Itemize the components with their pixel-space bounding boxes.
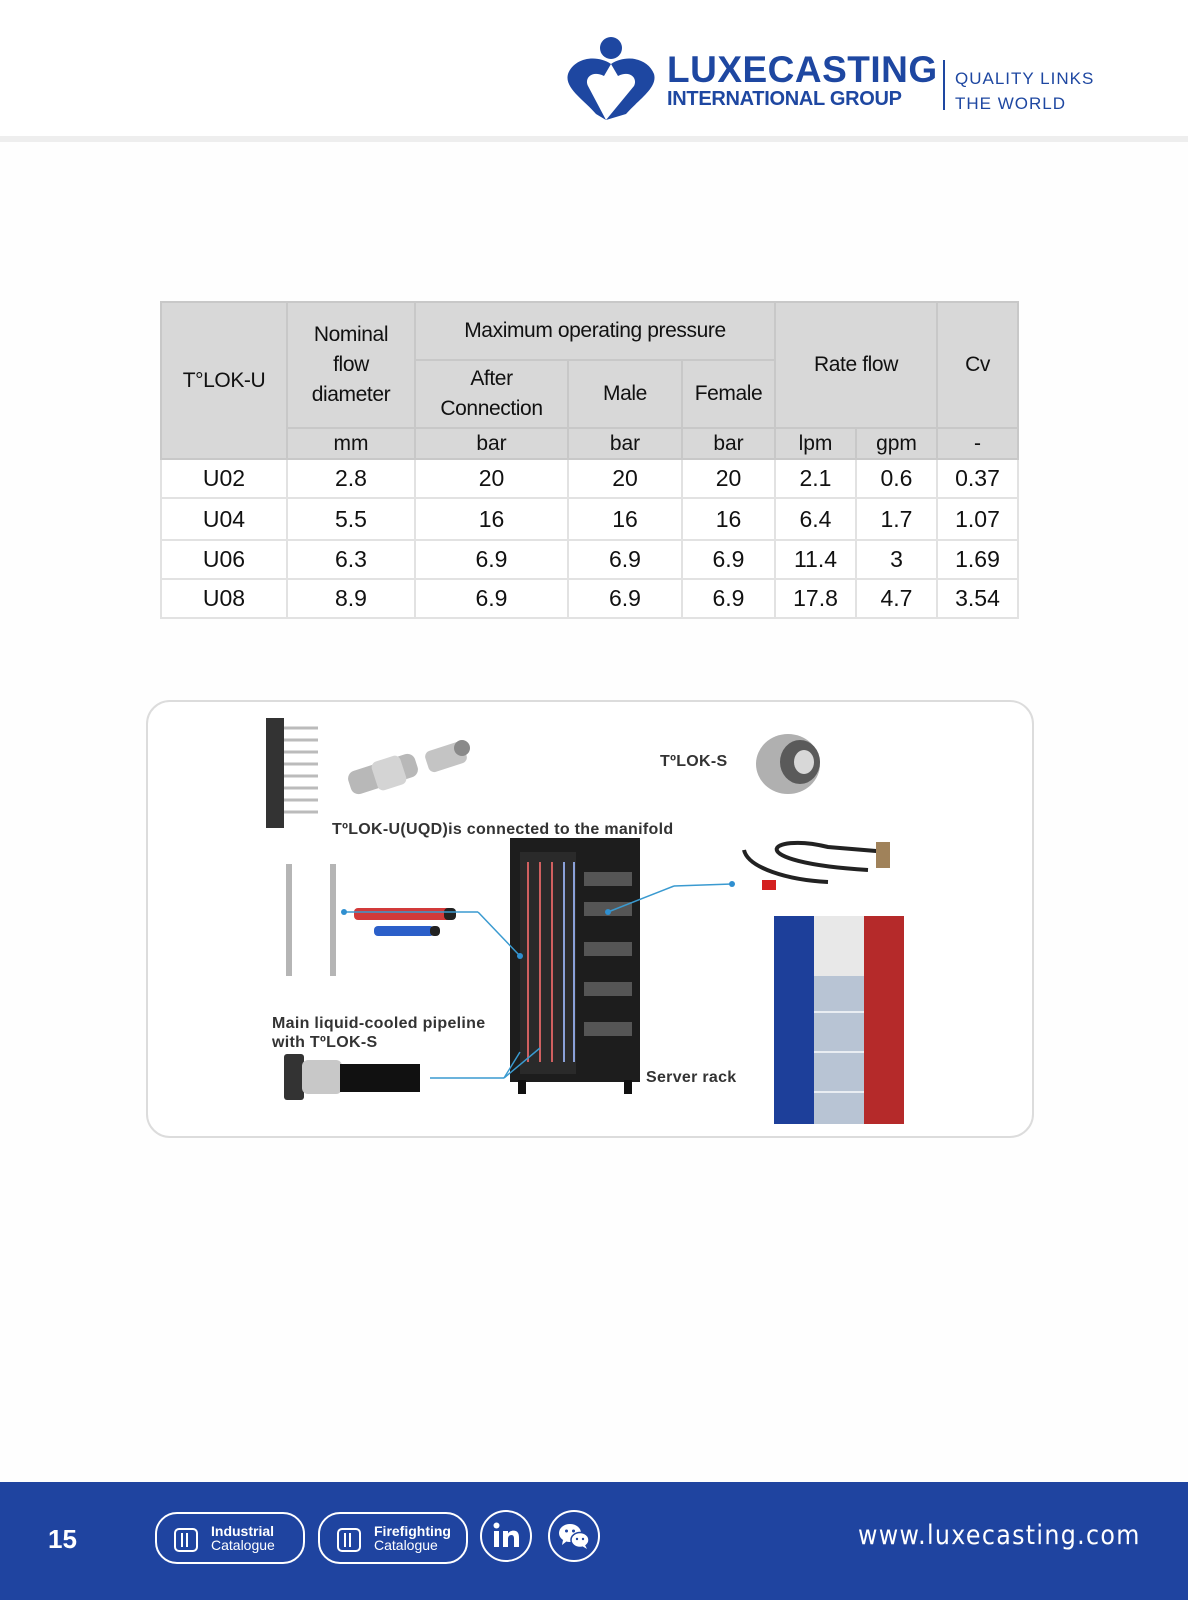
unit-cell: bar [682,428,775,459]
table-cell: 6.9 [415,579,568,618]
units-row [161,428,1018,459]
page-header [0,0,1188,142]
header-max-operating-pressure: Maximum operating pressure [415,302,775,360]
table-cell: U06 [161,540,287,579]
header-nominal-flow-diameter [287,302,415,428]
linkedin-icon [482,1512,530,1560]
tlok-s-coupling-image [756,734,820,794]
manifold-bars-image [286,864,336,976]
table-cell: U08 [161,579,287,618]
firefighting-catalogue-button[interactable] [318,1512,468,1564]
header-nominal-line3: diameter [311,383,391,406]
brand-tagline [955,66,1094,116]
table-cell: 3 [856,540,937,579]
spec-table [160,301,1019,619]
unit-cell: lpm [775,428,856,459]
header-rate-flow: Rate flow [775,302,937,428]
header-cv: Cv [937,302,1018,428]
connector-dot [341,909,347,915]
label-server-rack: Server rack [646,1069,737,1086]
table-cell: 4.7 [856,579,937,618]
table-cell: U02 [161,459,287,498]
table-cell: 3.54 [937,579,1018,618]
industrial-label-line1: Industrial [211,1523,275,1539]
table-cell: 6.9 [568,579,682,618]
label-pipeline-line2: with TºLOK-S [272,1034,378,1051]
label-tlok-s: TºLOK-S [660,753,728,770]
table-cell: 11.4 [775,540,856,579]
header-after-line2: Connection [440,397,543,420]
firefighting-label-line1: Firefighting [374,1523,451,1539]
page-number: 15 [48,1524,77,1554]
table-cell: 17.8 [775,579,856,618]
unit-cell: bar [415,428,568,459]
table-row [161,498,1018,540]
table-cell: 16 [415,498,568,540]
table-row [161,579,1018,618]
tlok-u-coupling-image [346,740,470,796]
industrial-catalogue-button[interactable] [155,1512,305,1564]
table-cell: 16 [682,498,775,540]
table-cell: 16 [568,498,682,540]
table-cell: 8.9 [287,579,415,618]
table-cell: 0.37 [937,459,1018,498]
header-model: T°LOK-U [161,302,287,459]
brand-name-line2: INTERNATIONAL GROUP [667,88,902,110]
firefighting-label-line2: Catalogue [374,1537,438,1553]
data-center-photo [774,916,904,1124]
table-cell: 6.9 [682,579,775,618]
wechat-button[interactable] [548,1510,600,1562]
header-female: Female [682,360,775,428]
liquid-cooling-diagram [148,702,1032,1136]
unit-cell: bar [568,428,682,459]
label-manifold-connection: TºLOK-U(UQD)is connected to the manifold [332,821,674,838]
header-male: Male [568,360,682,428]
table-row [161,459,1018,498]
connector-dot [729,881,735,887]
company-logo-icon [566,36,656,120]
wechat-icon [550,1512,598,1560]
page-footer [0,1482,1188,1600]
label-main-pipeline [272,1014,485,1052]
table-cell: 6.9 [682,540,775,579]
tagline-line2: THE WORLD [955,94,1066,113]
table-cell: 2.1 [775,459,856,498]
table-cell: 1.7 [856,498,937,540]
pipeline-coupling-image [284,1054,420,1100]
table-cell: 20 [415,459,568,498]
header-after-line1: After [470,367,513,390]
brand-name-line1: LUXECASTING [667,49,938,90]
server-rack-image [510,838,640,1094]
table-row [161,540,1018,579]
unit-cell: mm [287,428,415,459]
manifold-image [266,718,318,828]
catalogue-icon [173,1528,199,1552]
industrial-label-line2: Catalogue [211,1537,275,1553]
brand-name [667,49,938,110]
linkedin-button[interactable] [480,1510,532,1562]
cable-assembly-image [744,842,890,890]
header-after-connection [415,360,568,428]
table-cell: 6.9 [415,540,568,579]
table-cell: 0.6 [856,459,937,498]
table-cell: 6.3 [287,540,415,579]
header-nominal-line1: Nominal [313,323,389,346]
table-cell: 6.9 [568,540,682,579]
unit-cell: gpm [856,428,937,459]
table-cell: 5.5 [287,498,415,540]
table-cell: 20 [682,459,775,498]
table-cell: 2.8 [287,459,415,498]
unit-cell: - [937,428,1018,459]
header-nominal-line2: flow [333,353,369,376]
table-cell: 1.69 [937,540,1018,579]
application-diagram-panel [146,700,1034,1138]
table-cell: 6.4 [775,498,856,540]
table-cell: U04 [161,498,287,540]
catalogue-icon [336,1528,362,1552]
connector-dot [605,909,611,915]
tagline-line1: QUALITY LINKS [955,69,1095,88]
website-link[interactable]: www.luxecasting.com [858,1520,1141,1551]
header-divider [943,60,945,110]
label-pipeline-line1: Main liquid-cooled pipeline [272,1015,486,1032]
table-cell: 20 [568,459,682,498]
table-cell: 1.07 [937,498,1018,540]
connector-dot [517,953,523,959]
